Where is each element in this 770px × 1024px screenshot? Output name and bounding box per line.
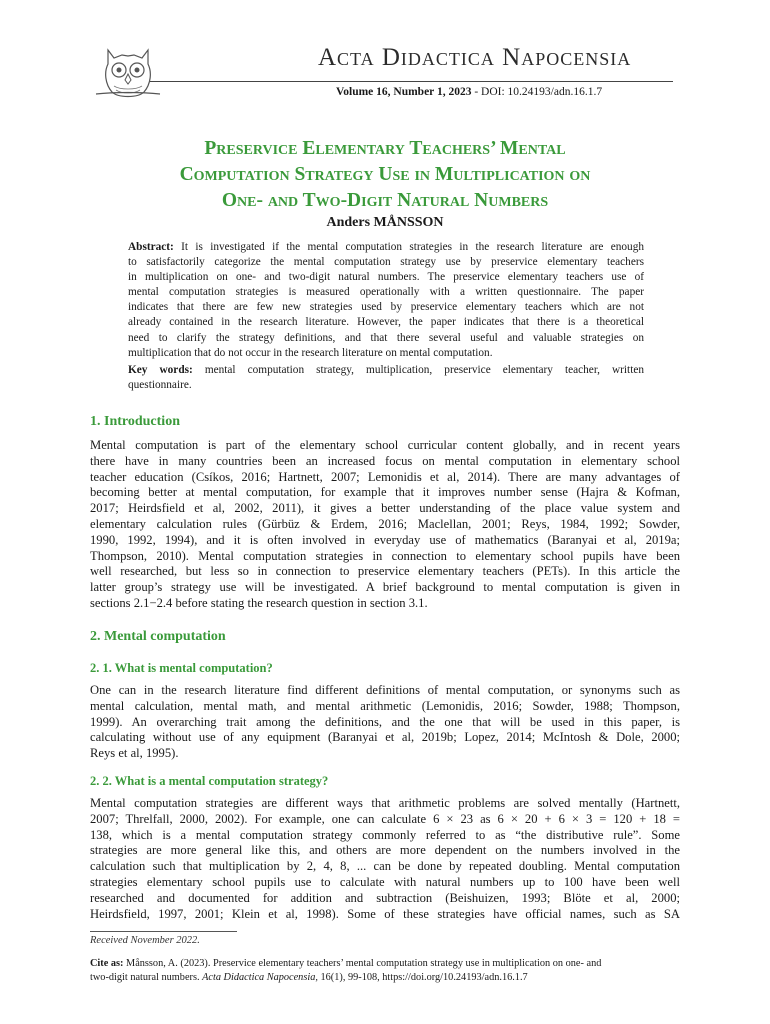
text-line: calculation such that multiplication by 2, 4, 8, ... can be done by repeated doubling. Mental computation bbox=[90, 859, 680, 874]
keywords-line: Key words: mental computation strategy, multiplication, preservice elementary teacher, written bbox=[128, 364, 645, 376]
keywords-label: Key words: bbox=[128, 364, 193, 376]
introduction-paragraph bbox=[90, 438, 680, 612]
abstract-line: need to clarify the strategy definitions, and that there several useful and valuable strategies on bbox=[128, 331, 644, 344]
doi-text: - DOI: 10.24193/adn.16.1.7 bbox=[471, 86, 603, 98]
text-line: researched and documented for addition and subtraction (Beishuizen, 1993; Blöte et al, 2000; bbox=[90, 890, 680, 905]
text-line: sections 2.1−2.4 before stating the research question in section 3.1. bbox=[90, 595, 428, 610]
text-line: well researched, but less so in connection to preservice elementary teachers (PETs). In this article the bbox=[90, 564, 680, 579]
text-line: 2007; Threlfall, 2000, 2002). For example, one can calculate 6 × 23 as 6 × 20 + 6 × 3 = 120 + 18 = bbox=[90, 811, 680, 826]
citation bbox=[90, 957, 680, 985]
text-line: there have in many countries been an increased focus on mental computation in elementary school bbox=[90, 453, 680, 468]
abstract-line: in multiplication on one- and two-digit natural numbers. The preservice elementary teachers use of bbox=[128, 271, 644, 284]
text-line: becoming better at mental computation, for example that it improves number sense (Hajra & Kofman, bbox=[90, 485, 680, 500]
text-line: 2017; Heirdsfield et al, 2002, 2011), it gives a better understanding of the place value system and bbox=[90, 501, 680, 516]
cite-label: Cite as: bbox=[90, 958, 124, 969]
text-line: elementary calculation rules (Gürbüz & Erdem, 2016; Maclellan, 2001; Reys, 1984, 1992; Sowder, bbox=[90, 516, 680, 531]
abstract-line: to satisfactorily categorize the mental computation strategy use by preservice elementary teachers bbox=[128, 256, 644, 269]
cite-doi[interactable]: 16(1), 99-108, https://doi.org/10.24193/adn.16.1.7 bbox=[317, 972, 528, 983]
subsection-heading-2-2: 2. 2. What is a mental computation strategy? bbox=[90, 774, 329, 788]
cite-journal: Acta Didactica Napocensia, bbox=[202, 972, 318, 983]
text-line: strategies are more general like this, and others are more dependent on the numbers involved in the bbox=[90, 843, 680, 858]
text-line: strategies elementary school pupils use to calculate with natural numbers up to 100 have been well bbox=[90, 874, 680, 889]
volume-number: Volume 16, Number 1, 2023 bbox=[336, 86, 472, 98]
paper-title bbox=[90, 136, 680, 214]
abstract-label: Abstract: bbox=[128, 241, 174, 253]
footnote-rule bbox=[90, 931, 237, 932]
abstract-line: indicates that there are few new strategies used by preservice elementary teachers which are not bbox=[128, 301, 644, 314]
title-line: Preservice Elementary Teachers’ Mental bbox=[204, 138, 566, 159]
cite-text: Månsson, A. (2023). Preservice elementary teachers’ mental computation strategy use in multiplication on one- and bbox=[123, 958, 602, 969]
subsection-2-1-paragraph bbox=[90, 683, 680, 762]
text-line: calculating without use of any equipment (Baranyai et al, 2019b; Lopez, 2014; McIntosh & Dole, 2000; bbox=[90, 730, 680, 745]
keywords-line: questionnaire. bbox=[128, 379, 192, 392]
text-line: Reys et al, 1995). bbox=[90, 746, 179, 761]
section-heading-introduction: 1. Introduction bbox=[90, 414, 180, 429]
text-line: One can in the research literature find different definitions of mental computation, or synonyms such as bbox=[90, 683, 680, 697]
received-date: Received November 2022. bbox=[90, 935, 200, 946]
abstract-line: Abstract: It is investigated if the mental computation strategies in the research literature are enough bbox=[128, 241, 644, 253]
subsection-heading-2-1: 2. 1. What is mental computation? bbox=[90, 661, 273, 675]
author-name: Anders MÅNSSON bbox=[326, 215, 444, 230]
text-line: 1999). An overarching trait among the definitions, and the one that will be used in this paper, is bbox=[90, 714, 680, 729]
text-line: 1990, 1992, 1994), and it is often involved in everyday use of mathematics (Baranyai et al, 2019a; bbox=[90, 532, 680, 547]
text-line: Heirdsfield, 1997, 2001; Klein et al, 1998). Some of these strategies have official names, such as SA bbox=[90, 906, 680, 921]
header-rule bbox=[150, 81, 673, 82]
title-line: Computation Strategy Use in Multiplication on bbox=[179, 164, 591, 185]
keywords bbox=[128, 363, 644, 393]
text-line: Mental computation is part of the elementary school curricular content globally, and in recent years bbox=[90, 438, 680, 452]
abstract bbox=[128, 240, 644, 361]
owl-logo-icon bbox=[94, 42, 162, 100]
cite-text: two-digit natural numbers. bbox=[90, 972, 203, 983]
text-line: 138, which is a mental computation strategy commonly referred to as “the distributive rule”. Some bbox=[90, 827, 680, 842]
abstract-line: mental computation strategies is measured operationally with a written questionnaire. The paper bbox=[128, 286, 644, 299]
subsection-2-2-paragraph bbox=[90, 796, 680, 922]
text-line: Mental computation strategies are different ways that arithmetic problems are solved mentally (Hartnett, bbox=[90, 796, 680, 810]
abstract-line: already contained in the research literature. However, the paper indicates that there is a theoretical bbox=[128, 316, 644, 329]
title-line: One- and Two-Digit Natural Numbers bbox=[221, 190, 549, 211]
abstract-line: multiplication that do not occur in the research literature on mental computation. bbox=[128, 346, 493, 359]
text-line: Thompson, 2010). Mental computation strategies in connection to elementary school pupils have been bbox=[90, 548, 680, 563]
section-heading-mental-computation: 2. Mental computation bbox=[90, 629, 226, 644]
text-line: mental calculation, mental math, and mental arithmetic (Lemonidis, 2016; Sowder, 1988; Thompson, bbox=[90, 698, 680, 713]
journal-title: Acta Didactica Napocensia bbox=[318, 44, 632, 71]
text-line: teacher education (Csíkos, 2016; Hartnett, 2007; Lemonidis et al, 2014). There are many advantages of bbox=[90, 469, 680, 484]
text-line: latter group’s strategy use will be investigated. A brief background to mental computation is given in bbox=[90, 580, 680, 595]
volume-line bbox=[336, 86, 602, 98]
